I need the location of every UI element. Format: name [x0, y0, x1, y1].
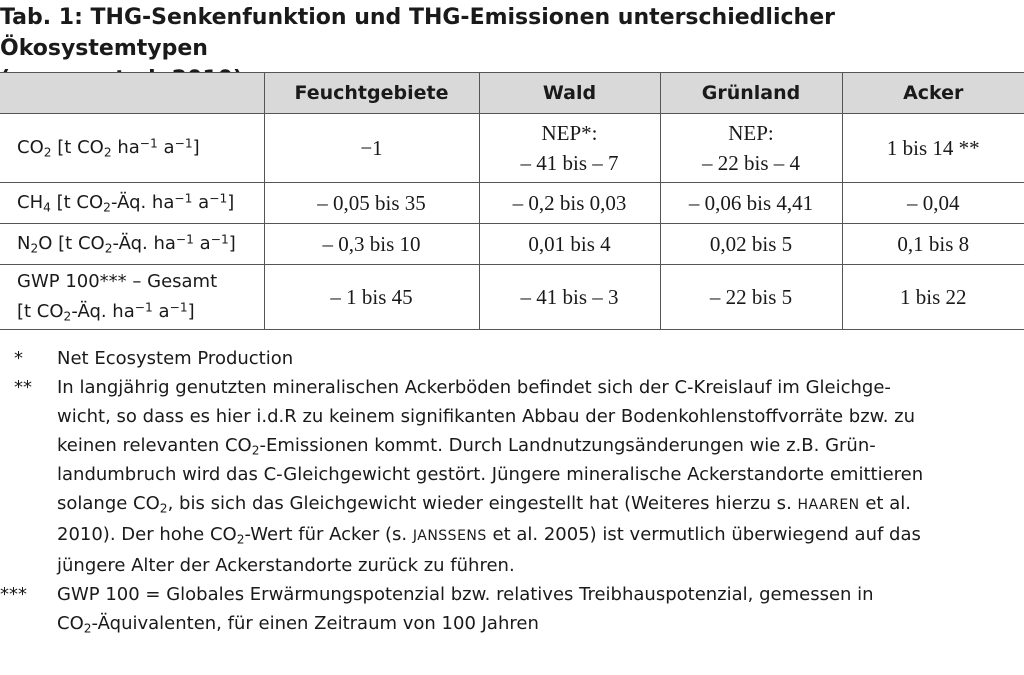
- footnote-2-line-5: solange $CO_2$, bis sich das Gleichgewicht wieder eingestellt hat (Weiteres hierzu s. HAAREN et al.: [57, 493, 911, 516]
- cell-co2-wald: [479, 114, 660, 183]
- cell-gwp-wald: – 41 bis – 3: [479, 265, 660, 330]
- footnote-2-line-3: keinen relevanten $CO_2$-Emissionen kommt. Durch Landnutzungsänderungen wie z.B. Grün-: [57, 435, 876, 458]
- footnote-1: [0, 344, 1024, 373]
- row-label-ch4: $CH_4$ [t $CO_2-Äq$. $ha^{-1}$ $a^{-1}$]: [0, 183, 264, 224]
- cell-co2-gruenland: [660, 114, 842, 183]
- footnote-3-line-2: $CO_2$-Äquivalenten, für einen Zeitraum von 100 Jahren: [57, 613, 539, 636]
- cell-gwp-acker: 1 bis 22: [842, 265, 1024, 330]
- cell-co2-wald-line1: NEP*:: [541, 121, 598, 145]
- cell-ch4-gruenland: – 0,06 bis 4,41: [660, 183, 842, 224]
- row-label-gwp: [0, 265, 264, 330]
- footnote-2: [0, 373, 1024, 580]
- cell-ch4-acker: – 0,04: [842, 183, 1024, 224]
- footnote-2-line-4: landumbruch wird das C-Gleichgewicht gestört. Jüngere mineralische Ackerstandorte emittieren: [57, 464, 924, 485]
- cell-n2o-gruenland: 0,02 bis 5: [660, 224, 842, 265]
- cell-n2o-acker: 0,1 bis 8: [842, 224, 1024, 265]
- caption-line-1: Tab. 1: THG-Senkenfunktion und THG-Emissionen unterschiedlicher Ökosystemtypen: [0, 5, 835, 61]
- cell-ch4-feuchtgebiete: – 0,05 bis 35: [264, 183, 479, 224]
- header-feuchtgebiete: Feuchtgebiete: [264, 73, 479, 114]
- table-row-gwp: [0, 265, 1024, 330]
- cell-gwp-gruenland: – 22 bis 5: [660, 265, 842, 330]
- cell-co2-gruenland-line1: NEP:: [728, 121, 774, 145]
- cell-co2-gruenland-line2: – 22 bis – 4: [701, 151, 800, 175]
- cell-co2-acker: 1 bis 14 **: [842, 114, 1024, 183]
- header-acker: Acker: [842, 73, 1024, 114]
- cell-n2o-feuchtgebiete: – 0,3 bis 10: [264, 224, 479, 265]
- table-row-n2o: [0, 224, 1024, 265]
- footnote-2-line-6: 2010). Der hohe $CO_2$-Wert für Acker (s. JANSSENS et al. 2005) ist vermutlich überwiegend auf das: [57, 524, 921, 547]
- footnote-2-line-2: wicht, so dass es hier i.d.R zu keinem signifikanten Abbau der Bodenkohlenstoffvorräte bzw. zu: [57, 406, 916, 427]
- table-header-row: [0, 73, 1024, 114]
- header-gruenland: Grünland: [660, 73, 842, 114]
- cell-co2-feuchtgebiete: −1: [264, 114, 479, 183]
- cell-gwp-feuchtgebiete: – 1 bis 45: [264, 265, 479, 330]
- row-label-gwp-line1: GWP 100*** – Gesamt: [17, 271, 218, 292]
- footnote-1-marker: *: [14, 348, 23, 369]
- footnote-3-marker: ***: [0, 584, 27, 605]
- footnote-3: [0, 580, 1024, 638]
- cell-co2-wald-line2: – 41 bis – 7: [520, 151, 619, 175]
- table-row-ch4: [0, 183, 1024, 224]
- table-row-co2: [0, 114, 1024, 183]
- header-wald: Wald: [479, 73, 660, 114]
- row-label-n2o: $N_2O$ [t $CO_2-Äq$. $ha^{-1}$ $a^{-1}$]: [0, 224, 264, 265]
- row-label-co2: $CO_2$ [t $CO_2$ $ha^{-1}$ $a^{-1}$]: [0, 114, 264, 183]
- footnote-2-line-7: jüngere Alter der Ackerstandorte zurück zu führen.: [57, 555, 515, 576]
- cell-ch4-wald: – 0,2 bis 0,03: [479, 183, 660, 224]
- footnote-3-line-1: GWP 100 = Globales Erwärmungspotenzial bzw. relatives Treibhauspotenzial, gemessen in: [57, 584, 874, 605]
- header-empty: [0, 73, 264, 114]
- footnote-1-text: Net Ecosystem Production: [57, 348, 294, 369]
- cell-n2o-wald: 0,01 bis 4: [479, 224, 660, 265]
- row-label-gwp-line2: [t $CO_2-Äq$. $ha^{-1}$ $a^{-1}$]: [17, 300, 195, 324]
- footnote-2-line-1: In langjährig genutzten mineralischen Ackerböden befindet sich der C-Kreislauf im Gleichge-: [57, 377, 891, 398]
- ghg-table: [0, 72, 1024, 330]
- footnote-2-marker: **: [14, 377, 32, 398]
- footnotes: [0, 344, 1024, 638]
